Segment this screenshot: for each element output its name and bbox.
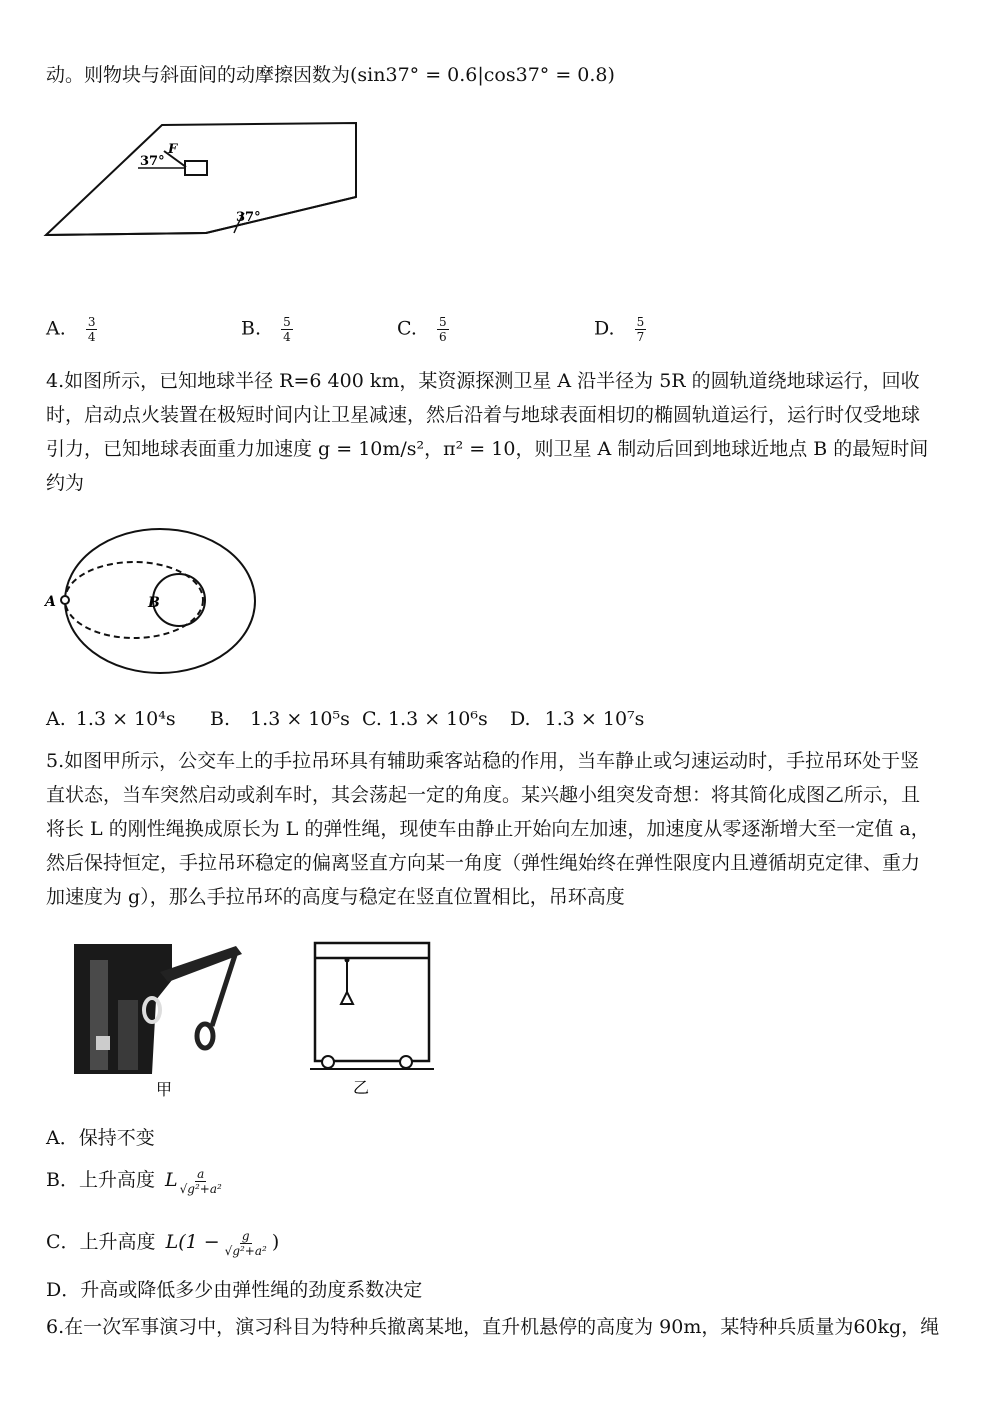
q3-option-c[interactable]: [397, 315, 452, 344]
angle-top-label: 37°: [140, 154, 165, 169]
point-a-label: A: [45, 594, 56, 610]
bus-schematic-figure: [308, 940, 438, 1100]
q4-line: 引力，已知地球表面重力加速度 g = 10m/s²，π² = 10，则卫星 A 制动后回到地球近地点 B 的最短时间: [46, 438, 929, 460]
option-expression-head: L(1 −: [165, 1231, 220, 1253]
q5-line: 直状态，当车突然启动或刹车时，其会荡起一定的角度。某兴趣小组突发奇想：将其简化成图乙所示，且: [46, 784, 921, 806]
q5-option-b[interactable]: [46, 1160, 227, 1200]
q5-option-a[interactable]: [46, 1123, 155, 1150]
option-value: 1.3 × 10⁴s: [75, 708, 176, 730]
option-denominator: √g²+a²: [224, 1243, 267, 1258]
q4-option-a[interactable]: [46, 708, 176, 730]
option-denominator: √g²+a²: [179, 1181, 222, 1196]
option-numerator: 5: [636, 315, 645, 329]
q4-line: 时，启动点火装置在极短时间内让卫星减速，然后沿着与地球表面相切的椭圆轨道运行，运行时仅受地球: [46, 404, 921, 426]
option-denominator: 4: [87, 330, 96, 344]
option-prefix: C．上升高度: [46, 1231, 156, 1253]
option-symbol: L: [165, 1169, 178, 1191]
q4-option-c[interactable]: [362, 708, 488, 730]
option-label: C.: [362, 708, 382, 730]
q5-line: 然后保持恒定，手拉吊环稳定的偏离竖直方向某一角度（弹性绳始终在弹性限度内且遵循胡克定律、重力: [46, 852, 921, 874]
option-denominator: 4: [283, 330, 291, 344]
incline-figure: [40, 115, 370, 245]
option-numerator: a: [197, 1166, 205, 1181]
point-b-label: B: [148, 595, 160, 611]
q3-option-a[interactable]: [46, 315, 100, 344]
option-prefix: B．上升高度: [46, 1169, 155, 1191]
option-numerator: 5: [283, 315, 291, 329]
force-label: F: [168, 142, 178, 157]
q5-option-d[interactable]: [46, 1275, 422, 1302]
option-label: C.: [397, 317, 417, 340]
q5-line: 5.如图甲所示，公交车上的手拉吊环具有辅助乘客站稳的作用，当车静止或匀速运动时，手拉吊环处于竖: [46, 750, 920, 772]
option-denominator: 6: [438, 330, 447, 344]
q5-question-text: [46, 744, 961, 914]
q5-line: 将长 L 的刚性绳换成原长为 L 的弹性绳，现使车由静止开始向左加速，加速度从零逐渐增大至一定值 a，: [46, 818, 930, 840]
option-value: 1.3 × 10⁵s: [250, 708, 350, 730]
q3-tail-text: 动。则物块与斜面间的动摩擦因数为(sin37° = 0.6|cos37° = 0.8): [46, 64, 615, 86]
orbit-figure: [40, 525, 260, 685]
q4-option-b[interactable]: [210, 708, 350, 730]
option-numerator: g: [241, 1228, 250, 1243]
handle-photo-figure: [72, 940, 252, 1100]
q4-question-text: [46, 364, 961, 500]
q4-line: 约为: [46, 472, 85, 494]
q3-option-b[interactable]: [241, 315, 296, 344]
option-numerator: 3: [87, 315, 96, 329]
option-denominator: 7: [636, 330, 645, 344]
option-label: B.: [210, 708, 231, 730]
option-value: 1.3 × 10⁷s: [544, 708, 645, 730]
q4-option-d[interactable]: [510, 708, 644, 730]
option-numerator: 5: [438, 315, 447, 329]
option-text: A．保持不变: [46, 1127, 155, 1149]
q6-question-text: 6.在一次军事演习中，演习科目为特种兵撤离某地，直升机悬停的高度为 90m，某特种兵质量为60kg，绳: [46, 1316, 940, 1338]
angle-bottom-label: 37°: [236, 210, 261, 225]
q5-option-c[interactable]: [46, 1222, 279, 1262]
option-text: D．升高或降低多少由弹性绳的劲度系数决定: [46, 1279, 423, 1301]
option-expression-tail: ): [271, 1231, 280, 1253]
q3-option-d[interactable]: [594, 315, 649, 344]
option-label: D.: [510, 708, 531, 730]
option-label: D.: [594, 317, 615, 340]
figure-jia-caption: 甲: [156, 1080, 173, 1099]
q5-line: 加速度为 g），那么手拉吊环的高度与稳定在竖直位置相比，吊环高度: [46, 886, 625, 908]
figure-yi-caption: 乙: [353, 1078, 370, 1097]
option-label: A.: [46, 708, 66, 730]
option-label: A.: [46, 317, 66, 340]
option-label: B.: [241, 317, 262, 340]
option-value: 1.3 × 10⁶s: [387, 708, 488, 730]
q4-line: 4.如图所示，已知地球半径 R=6 400 km，某资源探测卫星 A 沿半径为 5R 的圆轨道绕地球运行，回收: [46, 370, 920, 392]
